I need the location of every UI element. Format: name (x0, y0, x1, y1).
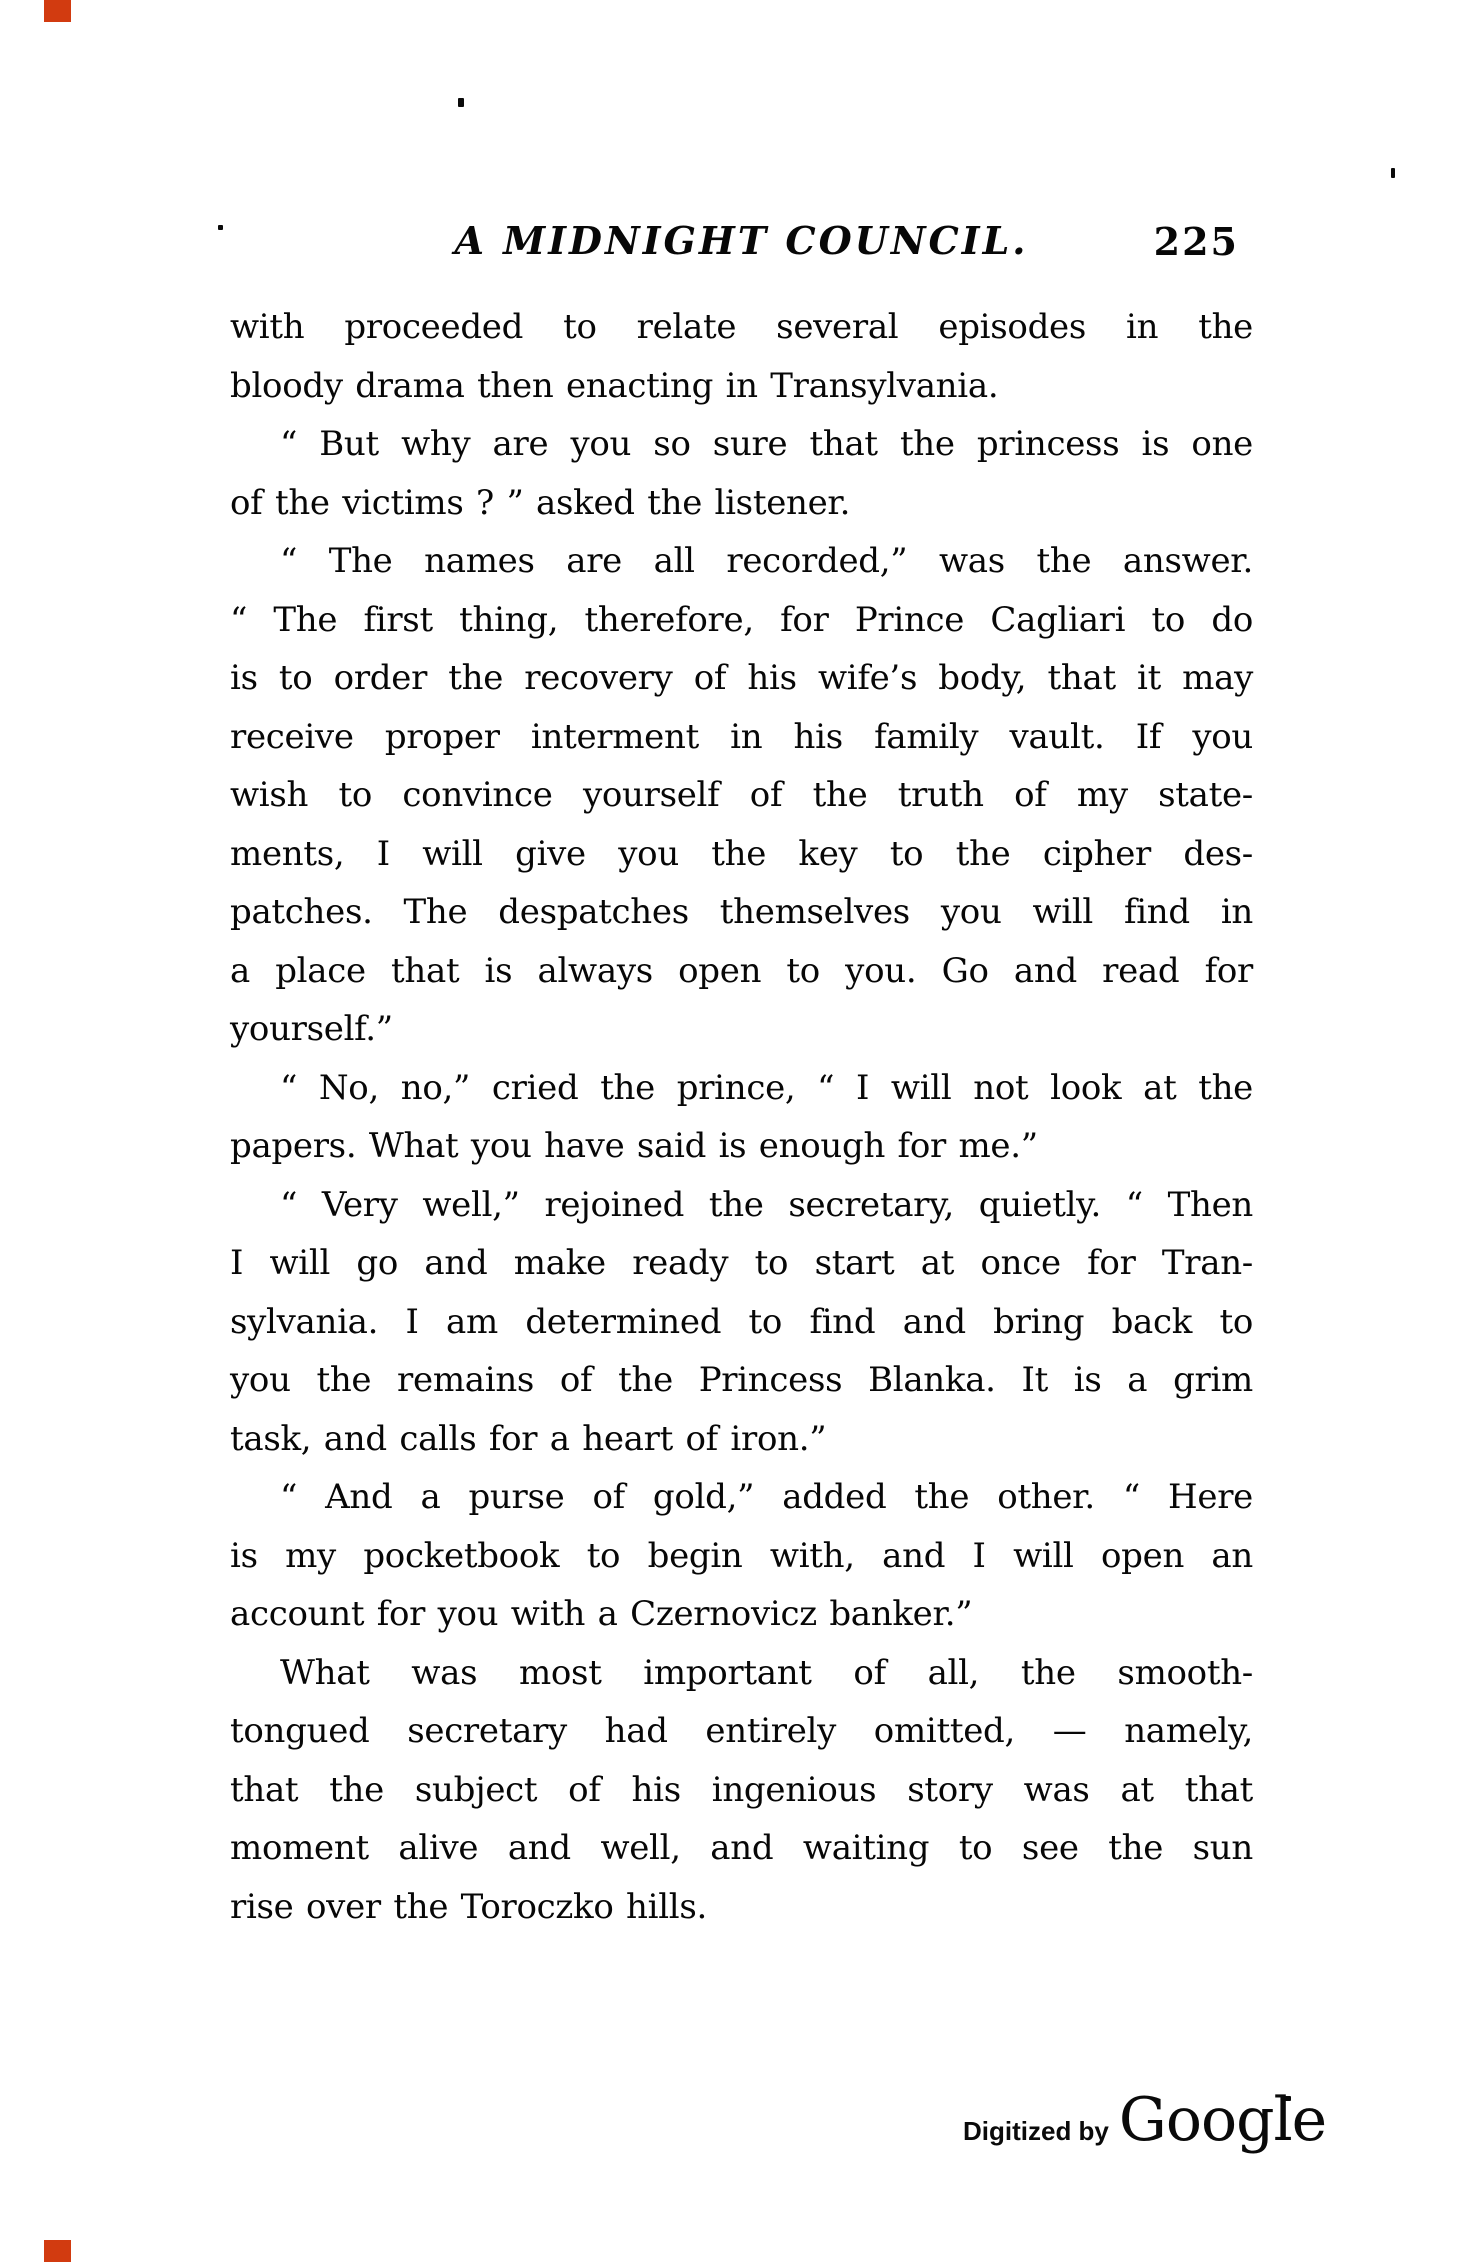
text-line: receive proper interment in his family vault. If you (230, 716, 1253, 757)
text-line: “ No, no,” cried the prince, “ I will not look at the (280, 1067, 1253, 1108)
text-line: I will go and make ready to start at once for Tran- (230, 1243, 1253, 1283)
scan-artifact-bottom (44, 2240, 71, 2262)
text-line: is to order the recovery of his wife’s body, that it may (230, 658, 1253, 698)
text-line: “ The names are all recorded,” was the answer. (280, 541, 1253, 581)
text-line: with proceeded to relate several episodes in the (230, 307, 1253, 347)
text-line: of the victims ? ” asked the listener. (230, 482, 851, 523)
text-line: “ Very well,” rejoined the secretary, quietly. “ Then (280, 1184, 1253, 1225)
text-line: “ And a purse of gold,” added the other. “ Here (280, 1477, 1253, 1517)
watermark (963, 2085, 1326, 2155)
ink-speck (458, 98, 464, 107)
text-line: account for you with a Czernovicz banker.” (230, 1594, 973, 1634)
text-line: sylvania. I am determined to find and bring back to (230, 1301, 1253, 1342)
text-line: rise over the Toroczko hills. (230, 1886, 707, 1927)
text-line: tongued secretary had entirely omitted, — namely, (230, 1711, 1253, 1751)
text-line: “ The first thing, therefore, for Prince Cagliari to do (230, 599, 1253, 640)
ink-speck (1391, 168, 1395, 178)
text-line: wish to convince yourself of the truth of my state- (230, 775, 1253, 815)
text-line: a place that is always open to you. Go and read for (230, 950, 1253, 991)
google-logo-text: Google (1118, 2085, 1327, 2155)
text-line: papers. What you have said is enough for me.” (230, 1126, 1038, 1166)
page-header-title: A MIDNIGHT COUNCIL. (454, 218, 1029, 263)
digitized-by-label: Digitized by (963, 2116, 1109, 2146)
text-line: that the subject of his ingenious story was at that (230, 1769, 1253, 1810)
text-line: task, and calls for a heart of iron.” (230, 1418, 827, 1459)
text-line: “ But why are you so sure that the princess is one (280, 424, 1253, 464)
text-line: ments, I will give you the key to the cipher des- (230, 833, 1253, 874)
scan-artifact-top (44, 0, 71, 22)
text-line: patches. The despatches themselves you will find in (230, 892, 1253, 932)
body-text (230, 298, 1253, 1936)
text-line: bloody drama then enacting in Transylvania. (230, 365, 999, 406)
text-line: is my pocketbook to begin with, and I will open an (230, 1535, 1253, 1576)
text-line: yourself.” (230, 1009, 393, 1049)
page-number: 225 (1153, 219, 1239, 264)
text-line: you the remains of the Princess Blanka. It is a grim (230, 1360, 1253, 1400)
running-head (230, 218, 1253, 262)
text-line: moment alive and well, and waiting to see the sun (230, 1828, 1253, 1868)
ink-speck (218, 225, 223, 230)
text-line: What was most important of all, the smooth- (280, 1652, 1253, 1693)
